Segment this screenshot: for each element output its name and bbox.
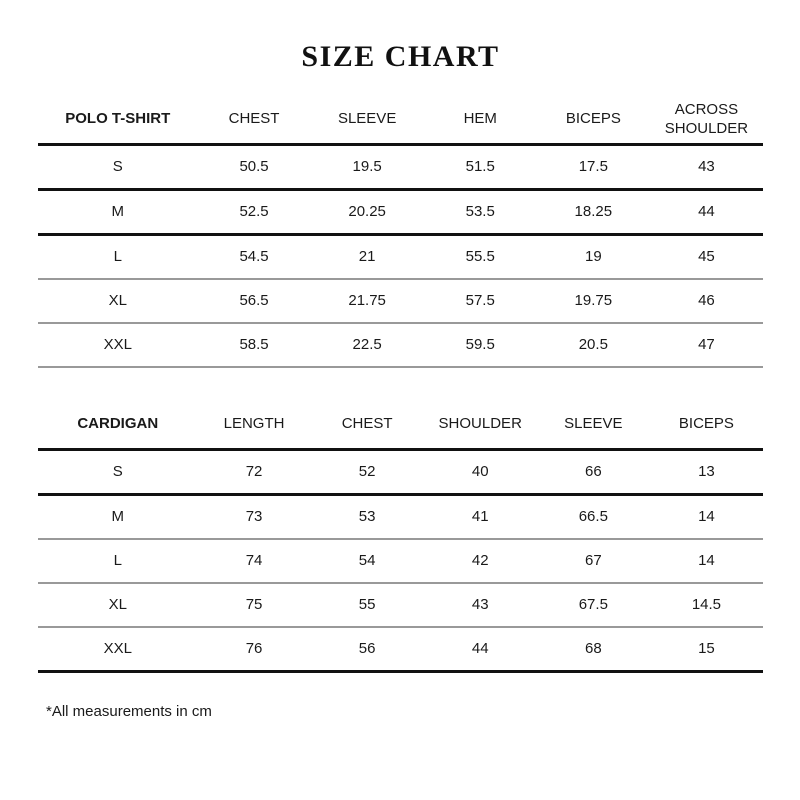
measurement-cell: 50.5	[198, 145, 311, 190]
measurement-cell: 19.5	[311, 145, 424, 190]
table-header-row	[38, 401, 763, 450]
column-header: CHEST	[311, 401, 424, 450]
size-label-cell: L	[38, 539, 198, 583]
measurement-cell: 45	[650, 235, 763, 280]
measurement-cell: 21.75	[311, 279, 424, 323]
size-label-cell: XXL	[38, 323, 198, 367]
measurement-cell: 14	[650, 495, 763, 540]
measurement-cell: 18.25	[537, 190, 650, 235]
measurement-cell: 13	[650, 450, 763, 495]
measurement-cell: 19	[537, 235, 650, 280]
measurement-cell: 46	[650, 279, 763, 323]
measurement-cell: 68	[537, 627, 650, 672]
page-title: SIZE CHART	[301, 40, 500, 73]
measurements-footnote: *All measurements in cm	[46, 703, 212, 720]
measurement-cell: 44	[424, 627, 537, 672]
measurement-cell: 56	[311, 627, 424, 672]
size-row	[38, 627, 763, 672]
measurement-cell: 20.25	[311, 190, 424, 235]
measurement-cell: 55.5	[424, 235, 537, 280]
table-header-row	[38, 96, 763, 145]
measurement-cell: 41	[424, 495, 537, 540]
size-label-cell: XL	[38, 279, 198, 323]
size-label-cell: M	[38, 190, 198, 235]
column-header: SLEEVE	[311, 96, 424, 145]
measurement-cell: 43	[424, 583, 537, 627]
measurement-cell: 66.5	[537, 495, 650, 540]
measurement-cell: 44	[650, 190, 763, 235]
measurement-cell: 14.5	[650, 583, 763, 627]
measurement-cell: 51.5	[424, 145, 537, 190]
size-row	[38, 279, 763, 323]
measurement-cell: 17.5	[537, 145, 650, 190]
size-label-cell: L	[38, 235, 198, 280]
measurement-cell: 67.5	[537, 583, 650, 627]
column-header: ACROSS SHOULDER	[650, 96, 763, 145]
column-header: BICEPS	[650, 401, 763, 450]
measurement-cell: 22.5	[311, 323, 424, 367]
measurement-cell: 54.5	[198, 235, 311, 280]
measurement-cell: 54	[311, 539, 424, 583]
size-row	[38, 145, 763, 190]
cardigan-table	[38, 401, 763, 673]
column-header: HEM	[424, 96, 537, 145]
measurement-cell: 14	[650, 539, 763, 583]
size-label-cell: XL	[38, 583, 198, 627]
measurement-cell: 59.5	[424, 323, 537, 367]
size-label-cell: S	[38, 145, 198, 190]
measurement-cell: 43	[650, 145, 763, 190]
column-header: BICEPS	[537, 96, 650, 145]
measurement-cell: 72	[198, 450, 311, 495]
column-header: CHEST	[198, 96, 311, 145]
measurement-cell: 75	[198, 583, 311, 627]
measurement-cell: 20.5	[537, 323, 650, 367]
size-row	[38, 495, 763, 540]
size-row	[38, 450, 763, 495]
table-title: CARDIGAN	[38, 401, 198, 450]
measurement-cell: 42	[424, 539, 537, 583]
column-header: SHOULDER	[424, 401, 537, 450]
measurement-cell: 66	[537, 450, 650, 495]
measurement-cell: 76	[198, 627, 311, 672]
measurement-cell: 52.5	[198, 190, 311, 235]
table-title: POLO T-SHIRT	[38, 96, 198, 145]
size-row	[38, 323, 763, 367]
size-label-cell: M	[38, 495, 198, 540]
measurement-cell: 19.75	[537, 279, 650, 323]
size-label-cell: XXL	[38, 627, 198, 672]
column-header: SLEEVE	[537, 401, 650, 450]
measurement-cell: 73	[198, 495, 311, 540]
column-header: LENGTH	[198, 401, 311, 450]
measurement-cell: 40	[424, 450, 537, 495]
measurement-cell: 53	[311, 495, 424, 540]
measurement-cell: 15	[650, 627, 763, 672]
size-row	[38, 583, 763, 627]
size-row	[38, 235, 763, 280]
size-row	[38, 190, 763, 235]
measurement-cell: 21	[311, 235, 424, 280]
measurement-cell: 53.5	[424, 190, 537, 235]
measurement-cell: 74	[198, 539, 311, 583]
polo-t-shirt-table	[38, 96, 763, 368]
measurement-cell: 55	[311, 583, 424, 627]
measurement-cell: 52	[311, 450, 424, 495]
measurement-cell: 67	[537, 539, 650, 583]
size-row	[38, 539, 763, 583]
measurement-cell: 56.5	[198, 279, 311, 323]
size-label-cell: S	[38, 450, 198, 495]
measurement-cell: 57.5	[424, 279, 537, 323]
measurement-cell: 58.5	[198, 323, 311, 367]
measurement-cell: 47	[650, 323, 763, 367]
